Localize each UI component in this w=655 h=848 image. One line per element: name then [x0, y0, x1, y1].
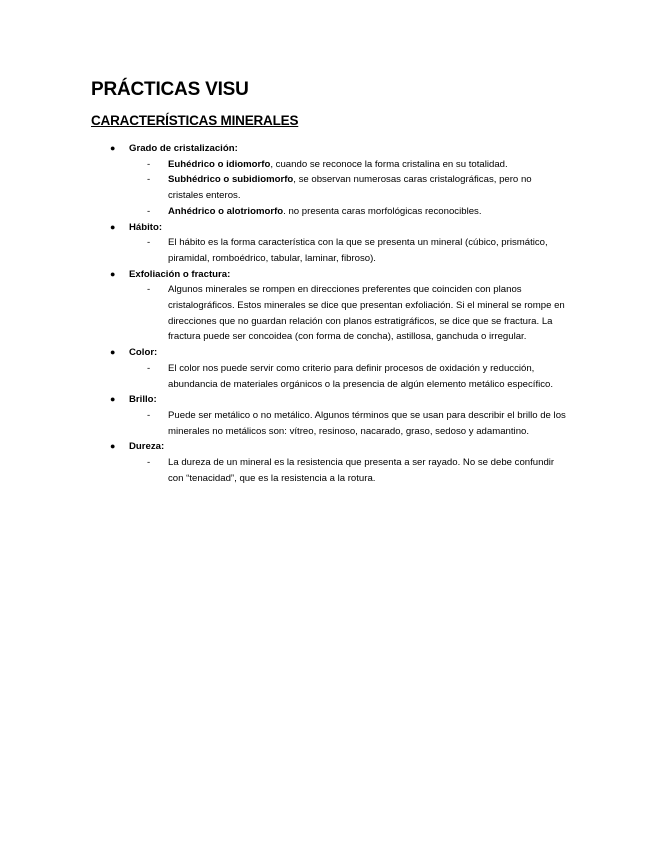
bullet-icon: ● — [110, 221, 116, 232]
term-label: Subhédrico o subidiomorfo — [168, 174, 294, 186]
list-item-dureza — [0, 439, 655, 486]
dash-icon: - — [147, 174, 151, 186]
item-label: Grado de cristalización: — [129, 143, 238, 154]
sub-list — [129, 282, 655, 345]
item-description: Puede ser metálico o no metálico. Algunos términos que se usan para describir el brillo de los minerales no metálicos son: vítreo, resinoso, nacarado, graso, sedoso y adamantino. — [168, 409, 566, 437]
item-label: Color: — [129, 347, 158, 359]
list-item-color — [0, 345, 655, 392]
bullet-icon: ● — [110, 394, 116, 405]
dash-icon: - — [147, 284, 151, 296]
term-label: Anhédrico o alotriomorfo — [168, 205, 284, 217]
dash-icon: - — [147, 362, 151, 374]
bullet-icon: ● — [110, 347, 116, 358]
sub-item-euhedrico — [147, 157, 568, 173]
dash-icon: - — [147, 158, 151, 170]
term-description: , se observan numerosas caras cristalográficas, pero no cristales enteros. — [168, 174, 532, 202]
item-description: Algunos minerales se rompen en direcciones preferentes que coinciden con planos cristalográficos. Estos minerales se dice que presentan exfoliación. Si el mineral se rompe en direcciones que no guardan relación con planos estratigráficos, se dice que se fractura. La fractura puede ser concoidea (con forma de concha), astillosa, ganchuda o irregular. — [168, 284, 565, 343]
term-label: Euhédrico o idiomorfo — [168, 158, 271, 170]
term-description: . no presenta caras morfológicas reconocibles. — [283, 205, 482, 217]
list-item-brillo — [0, 392, 655, 439]
item-label: Hábito: — [129, 221, 163, 233]
list-item-exfoliacion — [0, 267, 655, 346]
sub-list — [129, 361, 655, 392]
dash-icon: - — [147, 409, 151, 421]
sub-list — [129, 455, 655, 486]
term-description: , cuando se reconoce la forma cristalina en su totalidad. — [270, 158, 508, 170]
item-description: El hábito es la forma característica con la que se presenta un mineral (cúbico, prismático, piramidal, romboédrico, tabular, laminar, fibroso). — [168, 237, 548, 264]
sub-list — [129, 157, 655, 220]
sub-list — [129, 235, 655, 266]
sub-item-description — [147, 408, 568, 439]
section-heading: CARACTERÍSTICAS MINERALES — [91, 113, 299, 128]
item-label: Exfoliación o fractura: — [129, 268, 231, 280]
sub-item-subhedrico — [147, 172, 568, 203]
sub-item-description — [147, 361, 568, 392]
dash-icon: - — [147, 205, 151, 217]
sub-list — [129, 408, 655, 439]
sub-item-description — [147, 235, 568, 266]
sub-item-description — [147, 282, 568, 345]
item-description: La dureza de un mineral es la resistencia que presenta a ser rayado. No se debe confundir con “tenacidad”, que es la resistencia a la rotura. — [168, 457, 555, 484]
item-label: Dureza: — [129, 441, 165, 453]
sub-item-description — [147, 455, 568, 486]
list-item-cristalizacion — [0, 141, 655, 220]
bullet-icon: ● — [110, 143, 116, 153]
dash-icon: - — [147, 237, 151, 249]
sub-item-anhedrico — [147, 204, 568, 220]
dash-icon: - — [147, 457, 151, 469]
bullet-icon: ● — [110, 441, 116, 452]
item-description: El color nos puede servir como criterio para definir procesos de oxidación y reducción, abundancia de materiales orgánicos o la presencia de algún elemento metálico específico. — [168, 362, 554, 390]
item-label: Brillo: — [129, 394, 157, 406]
characteristics-list — [0, 141, 655, 486]
page-title: PRÁCTICAS VISU — [91, 79, 249, 100]
list-item-habito — [0, 220, 655, 267]
bullet-icon: ● — [110, 268, 116, 279]
